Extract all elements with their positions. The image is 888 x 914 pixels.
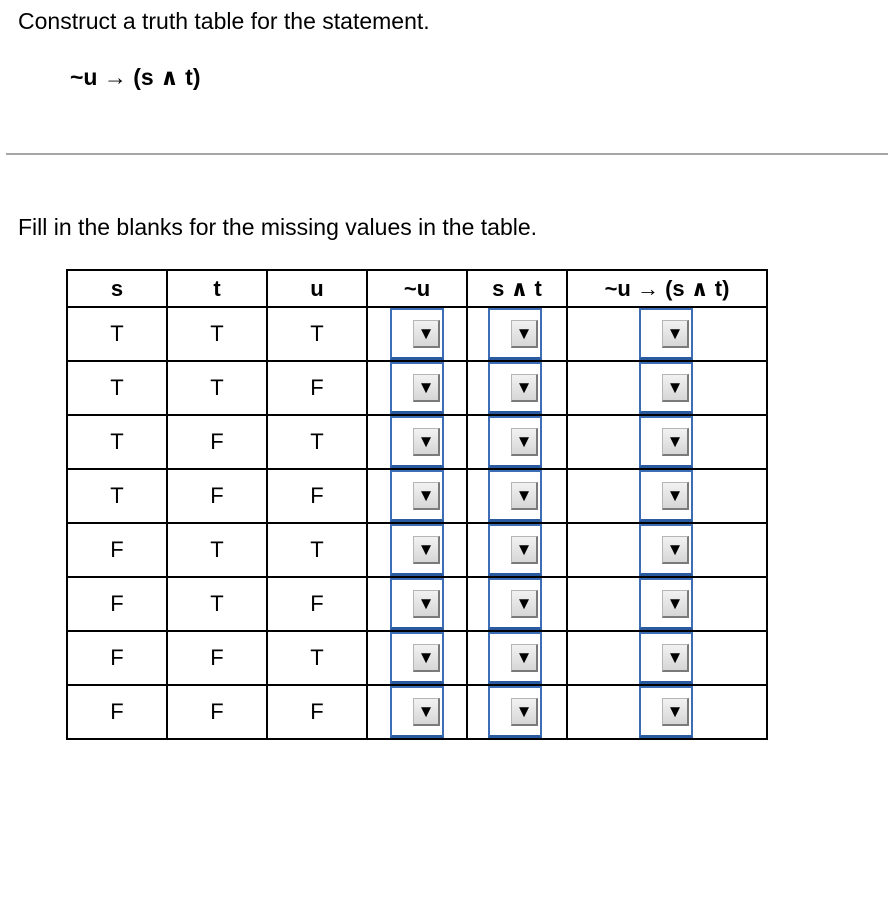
value-t: F [167, 415, 267, 469]
chevron-down-icon[interactable]: ▼ [511, 698, 538, 726]
dropdown-s-and-t[interactable] [488, 524, 542, 576]
chevron-down-icon[interactable]: ▼ [413, 428, 440, 456]
chevron-down-icon[interactable]: ▼ [413, 482, 440, 510]
value-s: F [67, 577, 167, 631]
truth-table-row [67, 631, 767, 685]
truth-table [66, 269, 768, 740]
truth-table-row [67, 307, 767, 361]
cell-result [567, 415, 767, 469]
chevron-down-icon[interactable]: ▼ [413, 644, 440, 672]
cell-result [567, 577, 767, 631]
dropdown-not-u[interactable] [390, 416, 444, 468]
dropdown-s-and-t[interactable] [488, 416, 542, 468]
dropdown-result[interactable] [639, 632, 693, 684]
logic-statement: ~u → (s ∧ t) [70, 64, 201, 90]
cell-result [567, 361, 767, 415]
chevron-down-icon[interactable]: ▼ [511, 428, 538, 456]
value-t: F [167, 469, 267, 523]
header-result: ~u → (s ∧ t) [567, 270, 767, 307]
dropdown-result[interactable] [639, 524, 693, 576]
dropdown-result[interactable] [639, 686, 693, 738]
value-u: F [267, 685, 367, 739]
chevron-down-icon[interactable]: ▼ [662, 482, 689, 510]
truth-table-row [67, 361, 767, 415]
cell-result [567, 523, 767, 577]
dropdown-s-and-t[interactable] [488, 578, 542, 630]
header-not-u: ~u [367, 270, 467, 307]
dropdown-not-u[interactable] [390, 632, 444, 684]
cell-not-u [367, 415, 467, 469]
cell-s-and-t [467, 415, 567, 469]
header-u: u [267, 270, 367, 307]
chevron-down-icon[interactable]: ▼ [413, 374, 440, 402]
dropdown-s-and-t[interactable] [488, 632, 542, 684]
dropdown-result[interactable] [639, 362, 693, 414]
cell-not-u [367, 307, 467, 361]
value-s: T [67, 361, 167, 415]
chevron-down-icon[interactable]: ▼ [511, 482, 538, 510]
chevron-down-icon[interactable]: ▼ [511, 536, 538, 564]
cell-s-and-t [467, 523, 567, 577]
value-u: F [267, 469, 367, 523]
dropdown-result[interactable] [639, 416, 693, 468]
cell-s-and-t [467, 631, 567, 685]
chevron-down-icon[interactable]: ▼ [662, 374, 689, 402]
cell-result [567, 631, 767, 685]
chevron-down-icon[interactable]: ▼ [511, 320, 538, 348]
truth-table-row [67, 577, 767, 631]
value-t: F [167, 685, 267, 739]
chevron-down-icon[interactable]: ▼ [511, 644, 538, 672]
value-s: F [67, 685, 167, 739]
value-u: T [267, 307, 367, 361]
value-t: T [167, 523, 267, 577]
cell-result [567, 307, 767, 361]
cell-s-and-t [467, 307, 567, 361]
value-s: T [67, 415, 167, 469]
value-t: F [167, 631, 267, 685]
dropdown-not-u[interactable] [390, 524, 444, 576]
cell-not-u [367, 577, 467, 631]
header-s: s [67, 270, 167, 307]
chevron-down-icon[interactable]: ▼ [511, 374, 538, 402]
value-s: F [67, 523, 167, 577]
dropdown-not-u[interactable] [390, 308, 444, 360]
dropdown-s-and-t[interactable] [488, 362, 542, 414]
chevron-down-icon[interactable]: ▼ [413, 698, 440, 726]
value-u: T [267, 415, 367, 469]
value-s: T [67, 469, 167, 523]
question-instruction: Construct a truth table for the statement. [18, 8, 430, 34]
dropdown-s-and-t[interactable] [488, 470, 542, 522]
value-t: T [167, 361, 267, 415]
value-u: F [267, 361, 367, 415]
cell-result [567, 685, 767, 739]
chevron-down-icon[interactable]: ▼ [413, 320, 440, 348]
chevron-down-icon[interactable]: ▼ [413, 590, 440, 618]
value-u: F [267, 577, 367, 631]
cell-s-and-t [467, 469, 567, 523]
truth-table-row [67, 685, 767, 739]
chevron-down-icon[interactable]: ▼ [662, 590, 689, 618]
cell-not-u [367, 685, 467, 739]
cell-s-and-t [467, 685, 567, 739]
value-t: T [167, 307, 267, 361]
dropdown-not-u[interactable] [390, 578, 444, 630]
truth-table-header-row [67, 270, 767, 307]
dropdown-result[interactable] [639, 308, 693, 360]
value-t: T [167, 577, 267, 631]
truth-table-row [67, 523, 767, 577]
value-s: F [67, 631, 167, 685]
chevron-down-icon[interactable]: ▼ [662, 320, 689, 348]
dropdown-not-u[interactable] [390, 470, 444, 522]
value-s: T [67, 307, 167, 361]
value-u: T [267, 631, 367, 685]
truth-table-row [67, 415, 767, 469]
header-s-and-t: s ∧ t [467, 270, 567, 307]
dropdown-not-u[interactable] [390, 686, 444, 738]
chevron-down-icon[interactable]: ▼ [662, 536, 689, 564]
section-divider [6, 153, 888, 155]
dropdown-s-and-t[interactable] [488, 308, 542, 360]
fill-instruction: Fill in the blanks for the missing values in the table. [18, 214, 538, 240]
dropdown-result[interactable] [639, 578, 693, 630]
dropdown-result[interactable] [639, 470, 693, 522]
chevron-down-icon[interactable]: ▼ [662, 698, 689, 726]
dropdown-s-and-t[interactable] [488, 686, 542, 738]
cell-not-u [367, 469, 467, 523]
chevron-down-icon[interactable]: ▼ [413, 536, 440, 564]
chevron-down-icon[interactable]: ▼ [511, 590, 538, 618]
cell-s-and-t [467, 577, 567, 631]
cell-result [567, 469, 767, 523]
chevron-down-icon[interactable]: ▼ [662, 644, 689, 672]
chevron-down-icon[interactable]: ▼ [662, 428, 689, 456]
header-t: t [167, 270, 267, 307]
truth-table-row [67, 469, 767, 523]
cell-not-u [367, 631, 467, 685]
value-u: T [267, 523, 367, 577]
cell-not-u [367, 523, 467, 577]
dropdown-not-u[interactable] [390, 362, 444, 414]
cell-s-and-t [467, 361, 567, 415]
cell-not-u [367, 361, 467, 415]
